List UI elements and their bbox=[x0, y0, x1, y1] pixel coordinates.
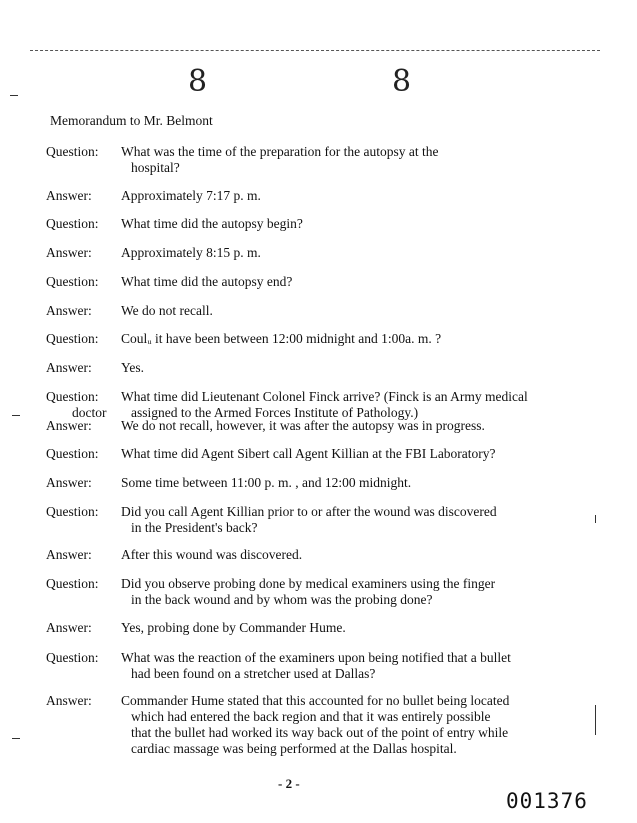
entry-text-line: We do not recall, however, it was after the autopsy was in progress. bbox=[121, 418, 485, 433]
entry-text-line: that the bullet had worked its way back out of the point of entry while bbox=[131, 725, 509, 740]
entry-label: Question: bbox=[46, 144, 99, 159]
entry-text-line: We do not recall. bbox=[121, 303, 213, 318]
scan-artifact bbox=[10, 95, 18, 96]
entry-label: Answer: bbox=[46, 547, 92, 562]
entry-label: Answer: bbox=[46, 303, 92, 318]
entry-text bbox=[121, 418, 601, 434]
entry-text-line: Approximately 7:17 p. m. bbox=[121, 188, 261, 203]
entry-text-line: Yes, probing done by Commander Hume. bbox=[121, 620, 346, 635]
entry-text bbox=[121, 576, 601, 608]
scan-artifact bbox=[12, 738, 20, 739]
page-number: - 2 - bbox=[278, 776, 300, 791]
entry-text-line: What time did Lieutenant Colonel Finck arrive? (Finck is an Army medical bbox=[121, 389, 528, 404]
entry-label: Question: bbox=[46, 331, 99, 346]
entry-label: Answer: bbox=[46, 418, 92, 433]
scan-artifact bbox=[12, 415, 20, 416]
entry-text bbox=[121, 216, 601, 232]
entry-label: Answer: bbox=[46, 693, 92, 708]
entry-text bbox=[121, 547, 601, 563]
handwritten-mark-right: 8 bbox=[392, 64, 412, 99]
entry-label: Question: bbox=[46, 650, 99, 665]
handwritten-mark-left: 8 bbox=[188, 64, 208, 99]
entry-text-line: What time did the autopsy end? bbox=[121, 274, 293, 289]
entry-label: Answer: bbox=[46, 620, 92, 635]
entry-text bbox=[121, 475, 601, 491]
memo-title: Memorandum to Mr. Belmont bbox=[50, 113, 213, 128]
entry-label: Question: bbox=[46, 576, 99, 591]
entry-text-line: which had entered the back region and that it was entirely possible bbox=[131, 709, 491, 724]
entry-text bbox=[121, 504, 601, 536]
entry-text-line: hospital? bbox=[131, 160, 180, 175]
entry-text-line: Yes. bbox=[121, 360, 145, 375]
entry-text-line: What time did Agent Sibert call Agent Killian at the FBI Laboratory? bbox=[121, 446, 496, 461]
top-divider bbox=[30, 50, 600, 51]
entry-text bbox=[121, 331, 601, 347]
entry-label: Question: bbox=[46, 389, 99, 404]
entry-text bbox=[121, 360, 601, 376]
entry-text-line: in the back wound and by whom was the probing done? bbox=[131, 592, 433, 607]
entry-text-line: Approximately 8:15 p. m. bbox=[121, 245, 261, 260]
entry-text-line: What was the time of the preparation for the autopsy at the bbox=[121, 144, 439, 159]
entry-label: Question: bbox=[46, 446, 99, 461]
entry-text-line: assigned to the Armed Forces Institute of Pathology.) bbox=[131, 405, 419, 420]
entry-text-line: What time did the autopsy begin? bbox=[121, 216, 303, 231]
entry-label: Answer: bbox=[46, 245, 92, 260]
entry-text bbox=[121, 693, 601, 757]
entry-label: Question: bbox=[46, 274, 99, 289]
entry-text-line: Did you observe probing done by medical examiners using the finger bbox=[121, 576, 496, 591]
entry-text-line: Did you call Agent Killian prior to or after the wound was discovered bbox=[121, 504, 497, 519]
entry-text bbox=[121, 274, 601, 290]
entry-text bbox=[121, 188, 601, 204]
entry-label: Question: bbox=[46, 504, 99, 519]
entry-label: Answer: bbox=[46, 475, 92, 490]
entry-text bbox=[121, 446, 601, 462]
entry-text-line: Commander Hume stated that this accounted for no bullet being located bbox=[121, 693, 510, 708]
entry-label-continuation: doctor bbox=[72, 405, 107, 420]
entry-text-line: What was the reaction of the examiners upon being notified that a bullet bbox=[121, 650, 511, 665]
scan-artifact bbox=[595, 515, 596, 523]
entry-label: Answer: bbox=[46, 188, 92, 203]
entry-text bbox=[121, 144, 601, 176]
entry-label: Answer: bbox=[46, 360, 92, 375]
entry-text bbox=[121, 650, 601, 682]
entry-label: Question: bbox=[46, 216, 99, 231]
entry-text-line: Some time between 11:00 p. m. , and 12:00 midnight. bbox=[121, 475, 412, 490]
scan-artifact bbox=[595, 705, 596, 735]
entry-text-line: cardiac massage was being performed at the Dallas hospital. bbox=[131, 741, 457, 756]
entry-text bbox=[121, 620, 601, 636]
document-number: 001376 bbox=[506, 789, 588, 813]
entry-text bbox=[121, 245, 601, 261]
entry-text-line: After this wound was discovered. bbox=[121, 547, 303, 562]
entry-text-line: in the President's back? bbox=[131, 520, 258, 535]
entry-text-line: had been found on a stretcher used at Dallas? bbox=[131, 666, 376, 681]
entry-text bbox=[121, 389, 601, 421]
entry-text-line: Coulᵤ it have been between 12:00 midnight and 1:00a. m. ? bbox=[121, 331, 442, 346]
entry-text bbox=[121, 303, 601, 319]
